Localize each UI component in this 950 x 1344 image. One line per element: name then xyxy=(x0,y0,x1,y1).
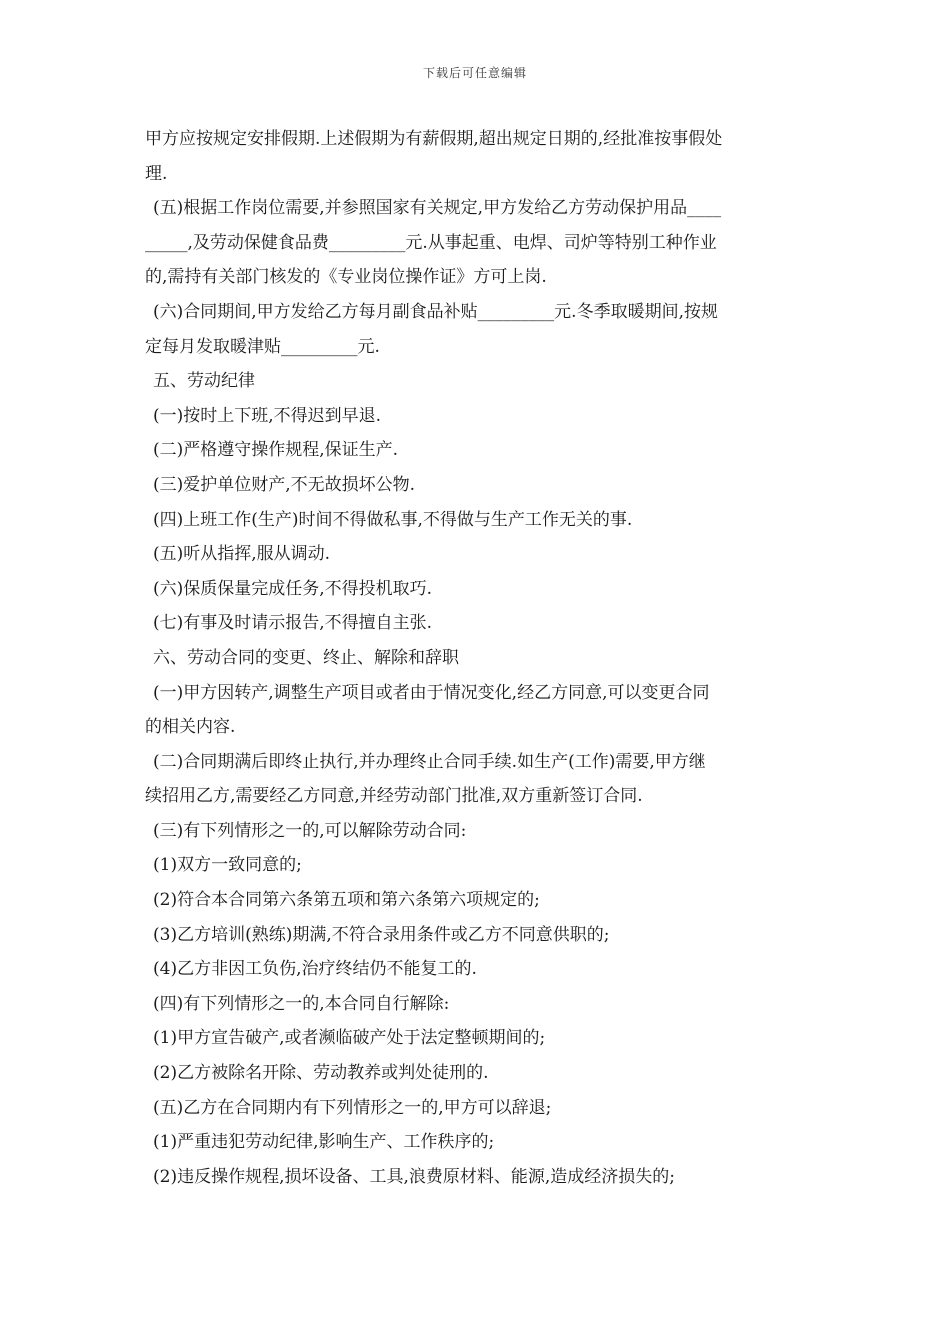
text-line: (二)合同期满后即终止执行,并办理终止合同手续.如生产(工作)需要,甲方继 xyxy=(153,751,706,772)
text-line: (七)有事及时请示报告,不得擅自主张. xyxy=(153,613,433,634)
text-line: 六、劳动合同的变更、终止、解除和辞职 xyxy=(153,647,459,668)
text-line: (1)严重违犯劳动纪律,影响生产、工作秩序的; xyxy=(153,1132,495,1153)
text-line: (五)根据工作岗位需要,并参照国家有关规定,甲方发给乙方劳动保护用品____ xyxy=(153,198,722,219)
text-line: (3)乙方培训(熟练)期满,不符合录用条件或乙方不同意供职的; xyxy=(153,924,610,945)
text-line: (2)乙方被除名开除、劳动教养或判处徒刑的. xyxy=(153,1063,489,1084)
text-line: (五)乙方在合同期内有下列情形之一的,甲方可以辞退; xyxy=(153,1097,552,1118)
document-body xyxy=(145,122,810,1194)
text-line: (1)甲方宣告破产,或者濒临破产处于法定整顿期间的; xyxy=(153,1028,546,1049)
page-header-note: 下载后可任意编辑 xyxy=(422,66,527,80)
text-line: 理. xyxy=(145,163,168,184)
text-line: (五)听从指挥,服从调动. xyxy=(153,544,331,565)
text-line: (2)违反操作规程,损坏设备、工具,浪费原材料、能源,造成经济损失的; xyxy=(153,1166,676,1187)
text-line: 五、劳动纪律 xyxy=(153,371,255,392)
text-line: 甲方应按规定安排假期.上述假期为有薪假期,超出规定日期的,经批准按事假处 xyxy=(145,129,723,149)
text-line: (2)符合本合同第六条第五项和第六条第六项规定的; xyxy=(153,890,540,911)
text-line: (四)上班工作(生产)时间不得做私事,不得做与生产工作无关的事. xyxy=(153,509,633,530)
text-line: 续招用乙方,需要经乙方同意,并经劳动部门批准,双方重新签订合同. xyxy=(145,786,643,807)
text-line: (一)甲方因转产,调整生产项目或者由于情况变化,经乙方同意,可以变更合同 xyxy=(153,682,710,703)
text-line: 的,需持有关部门核发的《专业岗位操作证》方可上岗. xyxy=(145,267,547,288)
text-line: (4)乙方非因工负伤,治疗终结仍不能复工的. xyxy=(153,959,477,980)
text-line: (六)保质保量完成任务,不得投机取巧. xyxy=(153,578,433,599)
text-line: (三)爱护单位财产,不无故损坏公物. xyxy=(153,474,416,495)
text-line: (三)有下列情形之一的,可以解除劳动合同: xyxy=(153,820,467,841)
text-line: (六)合同期间,甲方发给乙方每月副食品补贴_________元.冬季取暖期间,按规 xyxy=(153,301,718,322)
text-line: (1)双方一致同意的; xyxy=(153,855,302,876)
text-line: _____,及劳动保健食品费_________元.从事起重、电焊、司炉等特别工种作业 xyxy=(145,232,717,253)
text-line: 定每月发取暖津贴_________元. xyxy=(145,336,380,357)
text-line: (四)有下列情形之一的,本合同自行解除: xyxy=(153,993,450,1014)
text-line: (二)严格遵守操作规程,保证生产. xyxy=(153,440,399,461)
text-line: 的相关内容. xyxy=(145,717,236,738)
text-line: (一)按时上下班,不得迟到早退. xyxy=(153,405,382,426)
